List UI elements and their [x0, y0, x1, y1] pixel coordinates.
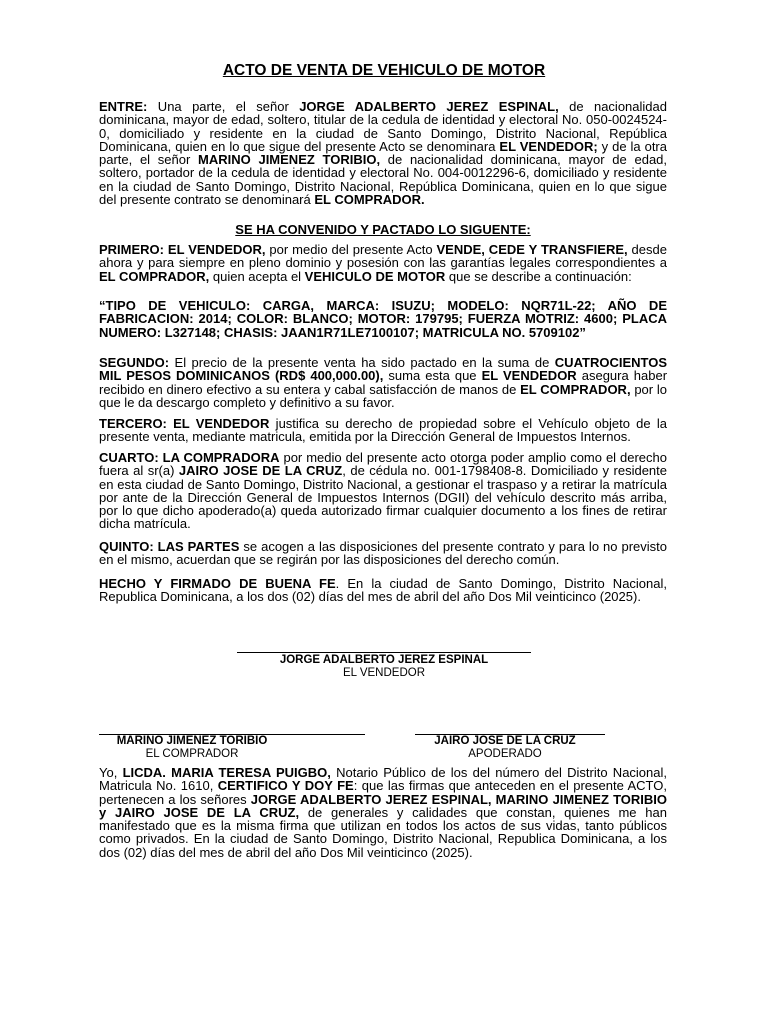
primero-segment: VEHICULO DE MOTOR [304, 268, 446, 284]
hecho-segment: . En la ciudad de Santo Domingo, Distrito Nacional, Republica Dominicana, a los dos (02) días del mes de abril del año Dos Mil veinticinco (2025). [99, 576, 668, 605]
segundo-segment: EL COMPRADOR, [520, 381, 631, 397]
paragraph-cuarto [99, 451, 667, 531]
paragraph-notario [99, 766, 667, 859]
paragraph-vehicle-description [99, 299, 667, 339]
notario-segment: Yo, [99, 765, 123, 780]
segundo-segment: El precio de la presente venta ha sido pactado en la suma de [169, 355, 555, 370]
comprador-signature-block [92, 735, 292, 761]
apoderado-signature-block [405, 735, 605, 761]
paragraph-quinto [99, 540, 667, 567]
vendedor-name: JORGE ADALBERTO JEREZ ESPINAL [279, 654, 489, 666]
primero-segment: PRIMERO: EL VENDEDOR, [99, 242, 266, 257]
entre-segment: MARINO JIMENEZ TORIBIO, [198, 152, 381, 168]
apoderado-name: JAIRO JOSE DE LA CRUZ [434, 735, 576, 747]
cuarto-segment: por medio del presente acto otorga poder amplio como el derecho fuera al sr(a) [99, 450, 667, 479]
section-heading: SE HA CONVENIDO Y PACTADO LO SIGUENTE: [235, 222, 531, 237]
paragraph-hecho [99, 577, 667, 604]
primero-segment: desde ahora y para siempre en pleno dominio y posesión con las garantías legales correspondientes a [99, 242, 667, 271]
segundo-segment: EL VENDEDOR [481, 368, 577, 384]
entre-segment: de nacionalidad dominicana, mayor de edad, soltero, titular de la cedula de identidad y electoral No. 050-0024524-0, domiciliado y residente en la ciudad de Santo Domingo, Distrito Nacional, República Dominicana, quien en lo que sigue del presente Acto se denominara [99, 99, 667, 154]
entre-segment: y de la otra parte, el señor [99, 138, 667, 168]
apoderado-role: APODERADO [468, 748, 542, 760]
hecho-segment: HECHO Y FIRMADO DE BUENA FE [99, 576, 336, 591]
notario-segment: LICDA. MARIA TERESA PUIGBO, [122, 765, 331, 780]
segundo-segment: CUATROCIENTOS MIL PESOS DOMINICANOS (RD$ 400,000.00), [99, 355, 667, 384]
notario-segment: : que las firmas que anteceden en el presente ACTO, pertenecen a los señores [99, 778, 667, 807]
primero-segment: por medio del presente Acto [265, 242, 437, 257]
cuarto-segment: JAIRO JOSE DE LA CRUZ [178, 463, 343, 479]
vehiculo-segment: “TIPO DE VEHICULO: CARGA, MARCA: ISUZU; MODELO: NQR71L-22; AÑO DE FABRICACION: 2014; COLOR: BLANCO; MOTOR: 179795; FUERZA MOTRIZ: 4600; PLACA NUMERO: L327148; CHASIS: JAAN1R71LE7100107; MATRICULA NO. 5709102” [99, 298, 667, 340]
notario-segment: de generales y calidades que constan, quienes me han manifestado que es la misma firma que utilizan en todos los actos de sus vidas, tanto públicos como privados. En la ciudad de Santo Domingo, Distrito Nacional, Republica Dominicana, a los dos (02) días del mes de abril del año Dos Mil veinticinco (2025). [99, 804, 667, 860]
cuarto-segment: , de cédula no. 001-1798408-8. Domiciliado y residente en esta ciudad de Santo Domingo, Distrito Nacional, a gestionar el traspaso y a retirar la matrícula por ante de la Dirección General de Impuestos Internos (DGII) del vehículo descrito más arriba, por lo que dicho apoderado(a) queda autorizado firmar cualquier documento a los fines de retirar dicha matrícula. [99, 463, 668, 532]
primero-segment: quien acepta el [209, 268, 305, 284]
paragraph-segundo [99, 356, 667, 409]
entre-segment: Una parte, el señor [147, 99, 300, 114]
notario-segment: Notario Público de los del número del Distrito Nacional, Matricula No. 1610, [99, 765, 667, 794]
segundo-segment: suma esta que [383, 368, 482, 384]
paragraph-entre [99, 100, 667, 206]
quinto-segment: se acogen a las disposiciones del presente contrato y para lo no previsto en el mismo, acuerdan que se regirán por las disposiciones del derecho común. [99, 539, 667, 568]
comprador-role: EL COMPRADOR [145, 748, 239, 760]
tercero-segment: justifica su derecho de propiedad sobre el Vehículo objeto de la presente venta, mediante matricula, emitida por la Dirección General de Impuestos Internos. [99, 416, 667, 445]
vendedor-role: EL VENDEDOR [342, 667, 425, 679]
quinto-segment: QUINTO: LAS PARTES [99, 539, 240, 554]
cuarto-segment: CUARTO: LA COMPRADORA [99, 450, 280, 465]
paragraph-tercero [99, 417, 667, 444]
comprador-name: MARINO JIMENEZ TORIBIO [116, 735, 268, 747]
notario-segment: JORGE ADALBERTO JEREZ ESPINAL, MARINO JIMENEZ TORIBIO y JAIRO JOSE DE LA CRUZ, [99, 791, 667, 820]
entre-segment: de nacionalidad dominicana, mayor de edad, soltero, portador de la cedula de identidad y electoral No. 004-0012296-6, domiciliado y residente en la ciudad de Santo Domingo, Distrito Nacional, República Dominicana, quien en lo que sigue del presente contrato se denominará [99, 152, 668, 208]
primero-segment: que se describe a continuación: [445, 268, 632, 284]
document-title: ACTO DE VENTA DE VEHICULO DE MOTOR [222, 62, 546, 79]
segundo-segment: por lo que le da descargo completo y definitivo a su favor. [99, 381, 667, 410]
entre-segment: EL COMPRADOR. [314, 192, 425, 208]
segundo-segment: asegura haber recibido en dinero efectivo a su entera y cabal satisfacción de manos de [99, 368, 668, 397]
tercero-segment: TERCERO: EL VENDEDOR [99, 416, 270, 431]
notario-segment: CERTIFICO Y DOY FE [217, 778, 354, 794]
vendedor-signature-block [200, 654, 568, 680]
entre-segment: EL VENDEDOR; [499, 138, 598, 154]
vendedor-signature-line [237, 652, 531, 653]
primero-segment: EL COMPRADOR, [99, 268, 210, 284]
primero-segment: VENDE, CEDE Y TRANSFIERE, [436, 242, 628, 257]
segundo-segment: SEGUNDO: [99, 355, 170, 370]
entre-segment: JORGE ADALBERTO JEREZ ESPINAL, [299, 99, 559, 114]
paragraph-primero [99, 243, 667, 283]
entre-segment: ENTRE: [99, 99, 148, 114]
